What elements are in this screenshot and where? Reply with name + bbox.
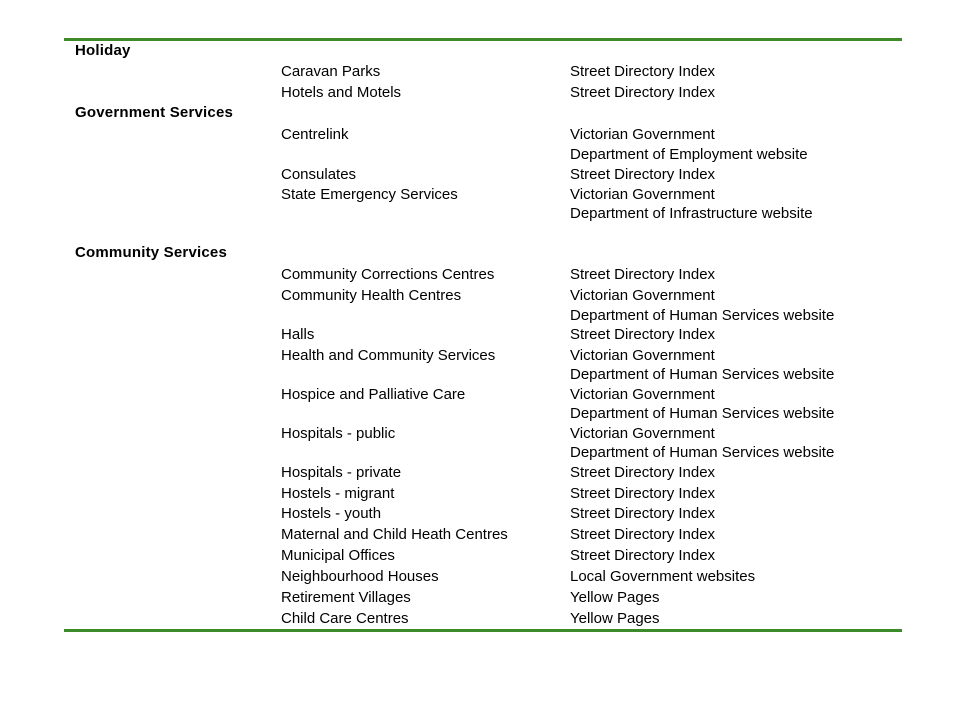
section-header-row bbox=[0, 103, 960, 123]
table-row bbox=[0, 62, 960, 82]
table-row bbox=[0, 83, 960, 103]
service-source: Street Directory Index bbox=[570, 266, 716, 283]
service-source-detail: Department of Human Services website bbox=[570, 444, 835, 461]
service-name: Municipal Offices bbox=[281, 547, 395, 564]
table-row bbox=[0, 424, 960, 444]
service-name: Hostels - youth bbox=[281, 505, 382, 522]
table-row bbox=[0, 185, 960, 205]
service-source-detail: Department of Human Services website bbox=[570, 405, 835, 422]
table-row bbox=[0, 525, 960, 545]
table-row-continuation bbox=[0, 404, 960, 424]
service-source-detail: Department of Human Services website bbox=[570, 307, 835, 324]
table-row-continuation bbox=[0, 306, 960, 326]
service-name: Health and Community Services bbox=[281, 347, 496, 364]
service-source-detail: Department of Infrastructure website bbox=[570, 205, 813, 222]
table-row-continuation bbox=[0, 443, 960, 463]
table-row bbox=[0, 609, 960, 629]
service-name: Child Care Centres bbox=[281, 610, 409, 627]
table-row-continuation bbox=[0, 365, 960, 385]
table-row-continuation bbox=[0, 145, 960, 165]
table-row bbox=[0, 346, 960, 366]
section-header-row bbox=[0, 41, 960, 61]
service-name: Maternal and Child Heath Centres bbox=[281, 526, 508, 543]
bottom-rule bbox=[64, 629, 902, 632]
table-row bbox=[0, 567, 960, 587]
service-name: Caravan Parks bbox=[281, 63, 381, 80]
service-source: Victorian Government bbox=[570, 126, 715, 143]
service-source-detail: Department of Employment website bbox=[570, 146, 808, 163]
table-row bbox=[0, 588, 960, 608]
service-name: State Emergency Services bbox=[281, 186, 458, 203]
service-source: Street Directory Index bbox=[570, 63, 716, 80]
service-source: Street Directory Index bbox=[570, 547, 716, 564]
service-source: Street Directory Index bbox=[570, 505, 716, 522]
service-source: Yellow Pages bbox=[570, 610, 660, 627]
table-row bbox=[0, 484, 960, 504]
service-source: Street Directory Index bbox=[570, 326, 716, 343]
service-name: Hostels - migrant bbox=[281, 485, 395, 502]
service-source: Local Government websites bbox=[570, 568, 756, 585]
service-source: Street Directory Index bbox=[570, 526, 716, 543]
service-source: Street Directory Index bbox=[570, 166, 716, 183]
table-row bbox=[0, 385, 960, 405]
table-row bbox=[0, 265, 960, 285]
section-title: Government Services bbox=[75, 104, 234, 121]
section-title: Community Services bbox=[75, 244, 227, 261]
service-name: Consulates bbox=[281, 166, 357, 183]
table-row bbox=[0, 325, 960, 345]
service-name: Hotels and Motels bbox=[281, 84, 402, 101]
service-source: Street Directory Index bbox=[570, 485, 716, 502]
service-source: Street Directory Index bbox=[570, 84, 716, 101]
service-source: Victorian Government bbox=[570, 186, 715, 203]
table-row bbox=[0, 286, 960, 306]
service-name: Retirement Villages bbox=[281, 589, 411, 606]
section-header-row bbox=[0, 243, 960, 263]
service-name: Neighbourhood Houses bbox=[281, 568, 439, 585]
section-title: Holiday bbox=[75, 42, 131, 59]
service-source: Yellow Pages bbox=[570, 589, 660, 606]
service-source: Victorian Government bbox=[570, 386, 715, 403]
service-source: Victorian Government bbox=[570, 347, 715, 364]
table-row bbox=[0, 504, 960, 524]
service-source-detail: Department of Human Services website bbox=[570, 366, 835, 383]
service-source: Victorian Government bbox=[570, 287, 715, 304]
table-row bbox=[0, 463, 960, 483]
table-row-continuation bbox=[0, 204, 960, 224]
service-name: Centrelink bbox=[281, 126, 349, 143]
service-source: Street Directory Index bbox=[570, 464, 716, 481]
table-row bbox=[0, 165, 960, 185]
service-name: Community Health Centres bbox=[281, 287, 462, 304]
service-name: Hospice and Palliative Care bbox=[281, 386, 466, 403]
service-name: Community Corrections Centres bbox=[281, 266, 495, 283]
service-name: Hospitals - private bbox=[281, 464, 402, 481]
service-name: Halls bbox=[281, 326, 315, 343]
service-source: Victorian Government bbox=[570, 425, 715, 442]
table-row bbox=[0, 125, 960, 145]
service-name: Hospitals - public bbox=[281, 425, 396, 442]
table-row bbox=[0, 546, 960, 566]
